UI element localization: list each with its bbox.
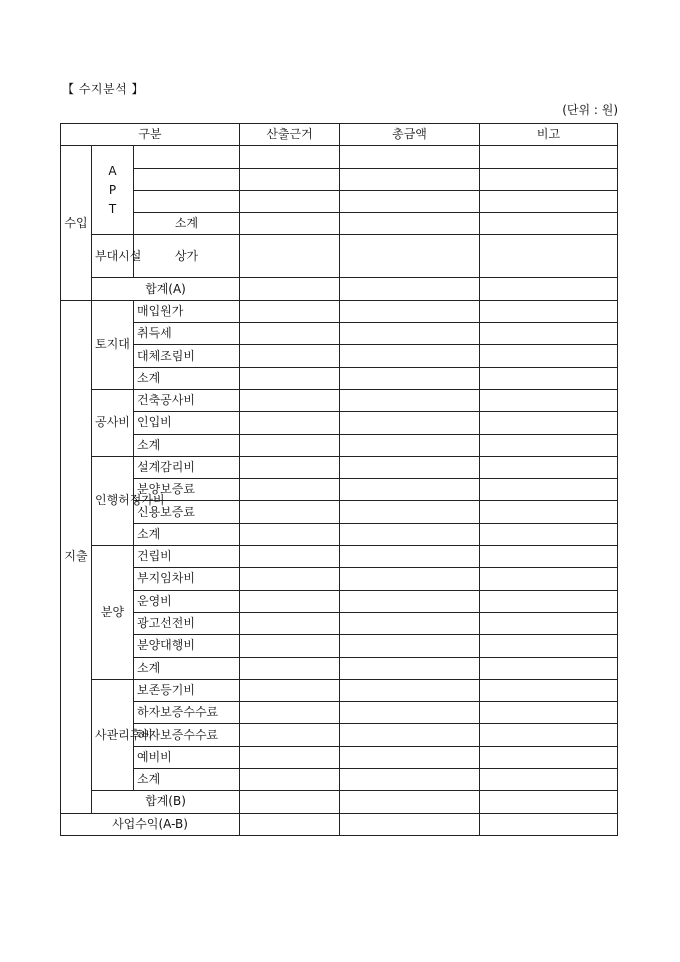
- expense-item: 광고선전비: [134, 612, 240, 634]
- amount-cell[interactable]: [340, 590, 480, 612]
- apt-item-cell[interactable]: [134, 190, 240, 212]
- expense-item: 부지임차비: [134, 568, 240, 590]
- table-row: [61, 345, 618, 367]
- basis-cell[interactable]: [240, 523, 340, 545]
- expense-label: 지출: [61, 300, 92, 813]
- table-row: [61, 412, 618, 434]
- expense-item: 분양대행비: [134, 635, 240, 657]
- expense-item: 취득세: [134, 323, 240, 345]
- table-row: [61, 590, 618, 612]
- amount-cell[interactable]: [340, 190, 480, 212]
- header-row: [61, 124, 618, 146]
- basis-cell[interactable]: [240, 278, 340, 300]
- table-row: [61, 635, 618, 657]
- table-row: [61, 724, 618, 746]
- expense-item: 하자보증수수료: [134, 724, 240, 746]
- basis-cell[interactable]: [240, 213, 340, 235]
- remarks-cell[interactable]: [480, 746, 618, 768]
- basis-cell[interactable]: [240, 679, 340, 701]
- amount-cell[interactable]: [340, 679, 480, 701]
- expense-item: 건립비: [134, 546, 240, 568]
- amount-cell[interactable]: [340, 702, 480, 724]
- table-row: [61, 546, 618, 568]
- basis-cell[interactable]: [240, 501, 340, 523]
- amount-cell[interactable]: [340, 168, 480, 190]
- unit-label: (단위 : 원): [562, 103, 618, 117]
- amount-cell[interactable]: [340, 746, 480, 768]
- expense-item: 소계: [134, 434, 240, 456]
- amount-cell[interactable]: [340, 813, 480, 835]
- remarks-cell[interactable]: [480, 300, 618, 322]
- basis-cell[interactable]: [240, 235, 340, 278]
- basis-cell[interactable]: [240, 456, 340, 478]
- basis-cell[interactable]: [240, 389, 340, 411]
- amount-cell[interactable]: [340, 345, 480, 367]
- table-row: [61, 278, 618, 300]
- expense-item: 설계감리비: [134, 456, 240, 478]
- basis-cell[interactable]: [240, 412, 340, 434]
- remarks-cell[interactable]: [480, 323, 618, 345]
- amount-cell[interactable]: [340, 456, 480, 478]
- basis-cell[interactable]: [240, 568, 340, 590]
- remarks-cell[interactable]: [480, 367, 618, 389]
- expense-total: 합계(B): [92, 791, 240, 813]
- remarks-cell[interactable]: [480, 612, 618, 634]
- table-row: [61, 791, 618, 813]
- expense-item: 소계: [134, 769, 240, 791]
- remarks-cell[interactable]: [480, 635, 618, 657]
- remarks-cell[interactable]: [480, 213, 618, 235]
- expense-group-label: 인행허정가비: [92, 456, 134, 545]
- expense-item: 예비비: [134, 746, 240, 768]
- remarks-cell[interactable]: [480, 523, 618, 545]
- basis-cell[interactable]: [240, 367, 340, 389]
- remarks-cell[interactable]: [480, 702, 618, 724]
- amount-cell[interactable]: [340, 724, 480, 746]
- amount-cell[interactable]: [340, 791, 480, 813]
- table-row: [61, 168, 618, 190]
- remarks-cell[interactable]: [480, 146, 618, 168]
- header-remarks: 비고: [480, 124, 618, 146]
- basis-cell[interactable]: [240, 612, 340, 634]
- amount-cell[interactable]: [340, 657, 480, 679]
- basis-cell[interactable]: [240, 300, 340, 322]
- expense-item: 운영비: [134, 590, 240, 612]
- expense-item: 인입비: [134, 412, 240, 434]
- amount-cell[interactable]: [340, 146, 480, 168]
- basis-cell[interactable]: [240, 168, 340, 190]
- amount-cell[interactable]: [340, 568, 480, 590]
- apt-item-cell[interactable]: [134, 146, 240, 168]
- income-total: 합계(A): [92, 278, 240, 300]
- remarks-cell[interactable]: [480, 590, 618, 612]
- amount-cell[interactable]: [340, 213, 480, 235]
- amount-cell[interactable]: [340, 235, 480, 278]
- remarks-cell[interactable]: [480, 235, 618, 278]
- expense-group-label: 토지대: [92, 300, 134, 389]
- remarks-cell[interactable]: [480, 190, 618, 212]
- basis-cell[interactable]: [240, 190, 340, 212]
- basis-cell[interactable]: [240, 323, 340, 345]
- amount-cell[interactable]: [340, 501, 480, 523]
- remarks-cell[interactable]: [480, 168, 618, 190]
- basis-cell[interactable]: [240, 345, 340, 367]
- table-row: [61, 190, 618, 212]
- expense-item: 대체조림비: [134, 345, 240, 367]
- basis-cell[interactable]: [240, 746, 340, 768]
- amount-cell[interactable]: [340, 523, 480, 545]
- amount-cell[interactable]: [340, 635, 480, 657]
- table-row: [61, 568, 618, 590]
- table-row: [61, 769, 618, 791]
- table-row: [61, 523, 618, 545]
- amount-cell[interactable]: [340, 323, 480, 345]
- header-amount: 총금액: [340, 124, 480, 146]
- basis-cell[interactable]: [240, 791, 340, 813]
- annex-label: 부대시설: [92, 235, 134, 278]
- apt-item-cell[interactable]: [134, 168, 240, 190]
- remarks-cell[interactable]: [480, 479, 618, 501]
- expense-item: 분양보증료: [134, 479, 240, 501]
- remarks-cell[interactable]: [480, 679, 618, 701]
- table-row: [61, 434, 618, 456]
- remarks-cell[interactable]: [480, 278, 618, 300]
- expense-group-label: 공사비: [92, 389, 134, 456]
- amount-cell[interactable]: [340, 367, 480, 389]
- table-row: [61, 456, 618, 478]
- amount-cell[interactable]: [340, 769, 480, 791]
- remarks-cell[interactable]: [480, 389, 618, 411]
- table-row: [61, 702, 618, 724]
- expense-item: 소계: [134, 523, 240, 545]
- remarks-cell[interactable]: [480, 434, 618, 456]
- profit-label: 사업수익(A-B): [61, 813, 240, 835]
- document-title: 【 수지분석 】: [62, 82, 144, 96]
- expense-item: 보존등기비: [134, 679, 240, 701]
- table-row: [61, 813, 618, 835]
- amount-cell[interactable]: [340, 278, 480, 300]
- remarks-cell[interactable]: [480, 456, 618, 478]
- amount-cell[interactable]: [340, 546, 480, 568]
- remarks-cell[interactable]: [480, 813, 618, 835]
- basis-cell[interactable]: [240, 434, 340, 456]
- remarks-cell[interactable]: [480, 657, 618, 679]
- expense-item: 소계: [134, 657, 240, 679]
- remarks-cell[interactable]: [480, 769, 618, 791]
- table-row: [61, 612, 618, 634]
- income-label: 수입: [61, 146, 92, 300]
- basis-cell[interactable]: [240, 769, 340, 791]
- expense-item: 신용보증료: [134, 501, 240, 523]
- table-row: [61, 501, 618, 523]
- amount-cell[interactable]: [340, 412, 480, 434]
- remarks-cell[interactable]: [480, 412, 618, 434]
- basis-cell[interactable]: [240, 724, 340, 746]
- basis-cell[interactable]: [240, 657, 340, 679]
- basis-cell[interactable]: [240, 702, 340, 724]
- basis-cell[interactable]: [240, 479, 340, 501]
- expense-item: 매입원가: [134, 300, 240, 322]
- amount-cell[interactable]: [340, 434, 480, 456]
- table-row: [61, 235, 618, 278]
- table-row: [61, 213, 618, 235]
- remarks-cell[interactable]: [480, 345, 618, 367]
- expense-group-label: 사관리후비: [92, 679, 134, 790]
- remarks-cell[interactable]: [480, 791, 618, 813]
- apt-label: A P T: [92, 146, 134, 235]
- table-row: [61, 657, 618, 679]
- remarks-cell[interactable]: [480, 501, 618, 523]
- remarks-cell[interactable]: [480, 546, 618, 568]
- expense-group-label: 분양: [92, 546, 134, 680]
- table-row: [61, 367, 618, 389]
- amount-cell[interactable]: [340, 389, 480, 411]
- remarks-cell[interactable]: [480, 724, 618, 746]
- apt-subtotal: 소계: [134, 213, 240, 235]
- table-row: [61, 300, 618, 322]
- header-basis: 산출근거: [240, 124, 340, 146]
- table-row: [61, 679, 618, 701]
- basis-cell[interactable]: [240, 635, 340, 657]
- basis-cell[interactable]: [240, 546, 340, 568]
- amount-cell[interactable]: [340, 479, 480, 501]
- expense-item: 하자보증수수료: [134, 702, 240, 724]
- table-row: [61, 389, 618, 411]
- remarks-cell[interactable]: [480, 568, 618, 590]
- amount-cell[interactable]: [340, 612, 480, 634]
- table-row: [61, 746, 618, 768]
- table-row: [61, 146, 618, 168]
- table-row: [61, 323, 618, 345]
- expense-item: 건축공사비: [134, 389, 240, 411]
- header-category: 구분: [61, 124, 240, 146]
- amount-cell[interactable]: [340, 300, 480, 322]
- basis-cell[interactable]: [240, 590, 340, 612]
- annex-item: 상가: [134, 235, 240, 278]
- expense-item: 소계: [134, 367, 240, 389]
- basis-cell[interactable]: [240, 146, 340, 168]
- income-expense-table: [60, 123, 618, 836]
- basis-cell[interactable]: [240, 813, 340, 835]
